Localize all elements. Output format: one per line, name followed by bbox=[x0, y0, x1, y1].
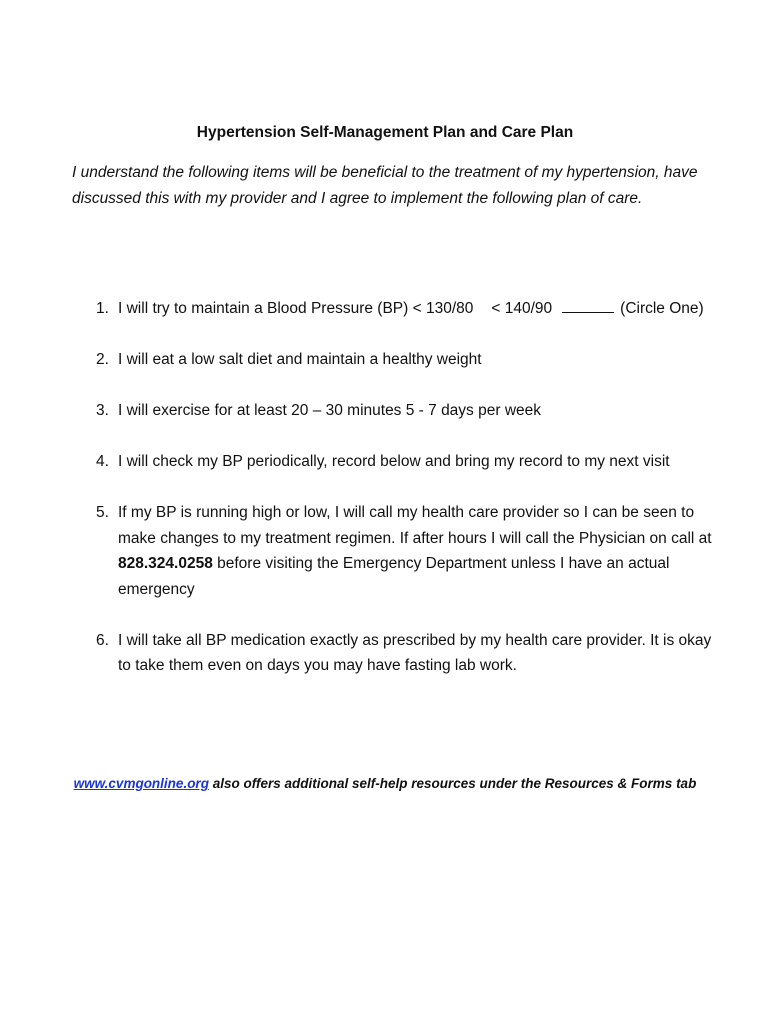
website-link[interactable]: www.cvmgonline.org bbox=[73, 776, 209, 791]
emergency-note: before visiting the Emergency Department unless I have an actual emergency bbox=[118, 555, 670, 598]
plan-item-2 bbox=[72, 347, 712, 373]
item-number: 2. bbox=[96, 351, 109, 368]
item-text: I will check my BP periodically, record below and bring my record to my next visit bbox=[118, 453, 670, 470]
bp-goal-alt: < 140/90 bbox=[491, 300, 553, 317]
resources-footer bbox=[0, 776, 770, 791]
plan-item-6 bbox=[72, 628, 712, 679]
bp-goal-blank-line[interactable] bbox=[562, 298, 614, 313]
item-number: 5. bbox=[96, 504, 109, 521]
care-plan-list bbox=[72, 296, 712, 704]
plan-item-4 bbox=[72, 449, 712, 475]
plan-item-5 bbox=[72, 500, 712, 602]
plan-item-3 bbox=[72, 398, 712, 424]
provider-call-text: If my BP is running high or low, I will call my health care provider so I can be seen to make changes to my treatment regimen. If after hours I will call the Physician on call at bbox=[118, 504, 712, 547]
item-number: 6. bbox=[96, 631, 109, 649]
item-text bbox=[118, 500, 712, 602]
item-text: I will eat a low salt diet and maintain a healthy weight bbox=[118, 351, 482, 368]
plan-item-1 bbox=[72, 296, 712, 322]
item-number: 1. bbox=[96, 300, 109, 317]
footer-text: also offers additional self-help resources under the Resources & Forms tab bbox=[208, 776, 697, 791]
item-number: 3. bbox=[96, 402, 109, 419]
item-text: I will take all BP medication exactly as prescribed by my health care provider. It is okay to take them even on days you may have fasting lab work. bbox=[118, 631, 712, 674]
item-text bbox=[118, 296, 712, 322]
item-number: 4. bbox=[96, 453, 109, 470]
physician-phone-number: 828.324.0258 bbox=[118, 555, 213, 572]
intro-statement: I understand the following items will be beneficial to the treatment of my hypertension, have discussed this with my provider and I agree to implement the following plan of care. bbox=[72, 164, 698, 207]
circle-one-note: (Circle One) bbox=[620, 300, 704, 317]
page-title: Hypertension Self-Management Plan and Care Plan bbox=[196, 124, 574, 141]
item-text: I will exercise for at least 20 – 30 minutes 5 - 7 days per week bbox=[118, 402, 542, 419]
bp-goal-text: I will try to maintain a Blood Pressure (BP) < 130/80 bbox=[118, 300, 474, 317]
